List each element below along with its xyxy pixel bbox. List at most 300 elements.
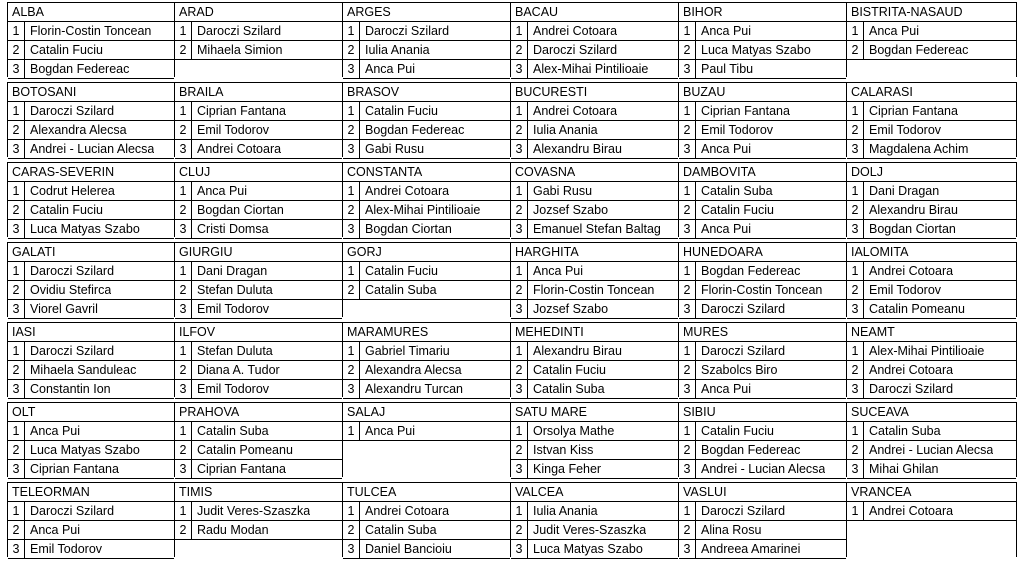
rank-number: 1 bbox=[679, 422, 696, 440]
ranking-row bbox=[175, 460, 342, 479]
rank-number: 1 bbox=[847, 102, 864, 120]
person-name: Emil Todorov bbox=[197, 302, 270, 316]
county-table bbox=[343, 482, 511, 557]
county-table bbox=[7, 402, 175, 477]
rank-number: 3 bbox=[8, 140, 25, 158]
person-name: Luca Matyas Szabo bbox=[30, 222, 140, 236]
person-name: Andreea Amarinei bbox=[701, 542, 801, 556]
ranking-row bbox=[679, 22, 846, 41]
person-name: Iulia Anania bbox=[533, 123, 598, 137]
rank-number: 2 bbox=[847, 201, 864, 219]
county-table bbox=[343, 162, 511, 237]
person-name: Alexandru Birau bbox=[869, 203, 958, 217]
ranking-row bbox=[847, 502, 1016, 521]
ranking-row bbox=[343, 521, 510, 540]
ranking-row bbox=[175, 342, 342, 361]
ranking-row bbox=[343, 281, 510, 300]
county-table bbox=[175, 162, 343, 237]
county-name: OLT bbox=[8, 402, 174, 422]
ranking-row bbox=[679, 60, 846, 79]
county-name: TELEORMAN bbox=[8, 482, 174, 502]
rank-number: 3 bbox=[343, 220, 360, 238]
county-name: IASI bbox=[8, 322, 174, 342]
ranking-row bbox=[511, 361, 678, 380]
rank-number: 2 bbox=[511, 281, 528, 299]
rank-number: 3 bbox=[175, 140, 192, 158]
ranking-row bbox=[847, 460, 1016, 479]
county-band bbox=[7, 162, 1017, 237]
rank-number: 3 bbox=[175, 380, 192, 398]
person-name: Mihaela Simion bbox=[197, 43, 283, 57]
county-table bbox=[343, 242, 511, 317]
ranking-row bbox=[175, 140, 342, 159]
county-table bbox=[175, 242, 343, 317]
ranking-row bbox=[343, 422, 510, 441]
ranking-row bbox=[679, 342, 846, 361]
person-name: Anca Pui bbox=[701, 382, 752, 396]
rank-number: 2 bbox=[679, 521, 696, 539]
rank-number: 1 bbox=[679, 182, 696, 200]
county-name: ILFOV bbox=[175, 322, 342, 342]
rank-number: 1 bbox=[847, 22, 864, 40]
county-name: BIHOR bbox=[679, 2, 846, 22]
ranking-row bbox=[175, 262, 342, 281]
person-name: Andrei Cotoara bbox=[365, 184, 450, 198]
ranking-row bbox=[847, 41, 1016, 60]
person-name: Ovidiu Stefirca bbox=[30, 283, 112, 297]
county-name: HARGHITA bbox=[511, 242, 678, 262]
county-table bbox=[511, 402, 679, 477]
rank-number: 2 bbox=[8, 41, 25, 59]
ranking-row bbox=[175, 422, 342, 441]
county-table bbox=[679, 402, 847, 477]
person-name: Anca Pui bbox=[30, 523, 81, 537]
rank-number: 1 bbox=[847, 502, 864, 520]
ranking-row bbox=[679, 441, 846, 460]
person-name: Daroczi Szilard bbox=[701, 302, 786, 316]
ranking-row bbox=[847, 220, 1016, 239]
person-name: Bogdan Federeac bbox=[701, 264, 801, 278]
ranking-row bbox=[679, 521, 846, 540]
rank-number: 1 bbox=[343, 342, 360, 360]
county-name: BOTOSANI bbox=[8, 82, 174, 102]
rank-number: 2 bbox=[175, 201, 192, 219]
rank-number: 1 bbox=[343, 262, 360, 280]
person-name: Ciprian Fantana bbox=[197, 462, 286, 476]
rank-number: 1 bbox=[8, 102, 25, 120]
rank-number: 1 bbox=[679, 22, 696, 40]
ranking-row bbox=[8, 140, 174, 159]
ranking-row bbox=[343, 121, 510, 140]
rank-number: 2 bbox=[679, 281, 696, 299]
person-name: Anca Pui bbox=[869, 24, 920, 38]
rank-number: 3 bbox=[511, 220, 528, 238]
rank-number: 1 bbox=[175, 342, 192, 360]
rank-number: 2 bbox=[511, 441, 528, 459]
person-name: Catalin Pomeanu bbox=[869, 302, 965, 316]
ranking-row bbox=[847, 281, 1016, 300]
person-name: Alexandru Turcan bbox=[365, 382, 463, 396]
county-table bbox=[511, 482, 679, 557]
rank-number: 2 bbox=[679, 121, 696, 139]
ranking-row bbox=[511, 380, 678, 399]
person-name: Anca Pui bbox=[197, 184, 248, 198]
rank-number: 1 bbox=[847, 342, 864, 360]
ranking-row bbox=[8, 201, 174, 220]
rank-number: 2 bbox=[847, 121, 864, 139]
county-name: CLUJ bbox=[175, 162, 342, 182]
person-name: Gabi Rusu bbox=[533, 184, 593, 198]
rank-number: 1 bbox=[175, 22, 192, 40]
rank-number: 1 bbox=[175, 502, 192, 520]
rank-number: 1 bbox=[175, 422, 192, 440]
county-name: VALCEA bbox=[511, 482, 678, 502]
person-name: Catalin Suba bbox=[365, 523, 437, 537]
person-name: Emil Todorov bbox=[869, 283, 942, 297]
rank-number: 3 bbox=[8, 60, 25, 78]
rank-number: 1 bbox=[511, 102, 528, 120]
ranking-row bbox=[511, 121, 678, 140]
ranking-row bbox=[847, 262, 1016, 281]
person-name: Daniel Bancioiu bbox=[365, 542, 452, 556]
county-name: VASLUI bbox=[679, 482, 846, 502]
rank-number: 1 bbox=[175, 262, 192, 280]
county-name: BISTRITA-NASAUD bbox=[847, 2, 1016, 22]
county-name: COVASNA bbox=[511, 162, 678, 182]
person-name: Catalin Fuciu bbox=[365, 104, 438, 118]
person-name: Alexandra Alecsa bbox=[365, 363, 462, 377]
rank-number: 3 bbox=[175, 460, 192, 478]
person-name: Istvan Kiss bbox=[533, 443, 594, 457]
county-name: BRASOV bbox=[343, 82, 510, 102]
rank-number: 2 bbox=[343, 41, 360, 59]
county-name: DAMBOVITA bbox=[679, 162, 846, 182]
ranking-row bbox=[679, 41, 846, 60]
county-table bbox=[511, 242, 679, 317]
county-table bbox=[679, 322, 847, 397]
rank-number: 3 bbox=[8, 540, 25, 558]
ranking-row bbox=[8, 182, 174, 201]
county-band bbox=[7, 482, 1017, 557]
rank-number: 1 bbox=[847, 262, 864, 280]
county-table bbox=[679, 162, 847, 237]
county-name: DOLJ bbox=[847, 162, 1016, 182]
ranking-row bbox=[343, 140, 510, 159]
ranking-row bbox=[175, 220, 342, 239]
rank-number: 1 bbox=[8, 342, 25, 360]
rank-number: 2 bbox=[679, 201, 696, 219]
ranking-row bbox=[679, 102, 846, 121]
rank-number: 1 bbox=[343, 502, 360, 520]
rank-number: 2 bbox=[679, 361, 696, 379]
county-table bbox=[847, 82, 1017, 157]
person-name: Diana A. Tudor bbox=[197, 363, 280, 377]
rank-number: 2 bbox=[8, 521, 25, 539]
person-name: Alex-Mihai Pintilioaie bbox=[869, 344, 985, 358]
rank-number: 1 bbox=[679, 102, 696, 120]
county-ranking-grid bbox=[7, 2, 1017, 562]
ranking-row bbox=[175, 201, 342, 220]
ranking-row bbox=[343, 22, 510, 41]
person-name: Jozsef Szabo bbox=[533, 302, 609, 316]
rank-number: 3 bbox=[679, 220, 696, 238]
rank-number: 2 bbox=[343, 361, 360, 379]
county-name: SALAJ bbox=[343, 402, 510, 422]
ranking-row bbox=[511, 281, 678, 300]
person-name: Gabriel Timariu bbox=[365, 344, 450, 358]
rank-number: 3 bbox=[679, 140, 696, 158]
rank-number: 3 bbox=[679, 380, 696, 398]
county-name: GORJ bbox=[343, 242, 510, 262]
county-band bbox=[7, 402, 1017, 477]
person-name: Cristi Domsa bbox=[197, 222, 269, 236]
county-table bbox=[511, 162, 679, 237]
rank-number: 2 bbox=[679, 41, 696, 59]
rank-number: 1 bbox=[679, 262, 696, 280]
person-name: Jozsef Szabo bbox=[533, 203, 609, 217]
rank-number: 2 bbox=[511, 41, 528, 59]
person-name: Bogdan Federeac bbox=[701, 443, 801, 457]
person-name: Andrei Cotoara bbox=[533, 104, 618, 118]
county-table bbox=[7, 322, 175, 397]
person-name: Catalin Suba bbox=[365, 283, 437, 297]
rank-number: 2 bbox=[847, 361, 864, 379]
rank-number: 3 bbox=[679, 300, 696, 318]
ranking-row bbox=[175, 41, 342, 60]
person-name: Andrei Cotoara bbox=[869, 363, 954, 377]
ranking-row bbox=[175, 300, 342, 319]
person-name: Judit Veres-Szaszka bbox=[533, 523, 647, 537]
ranking-row bbox=[175, 502, 342, 521]
ranking-row bbox=[679, 281, 846, 300]
ranking-row bbox=[679, 502, 846, 521]
rank-number: 1 bbox=[343, 102, 360, 120]
person-name: Emil Todorov bbox=[30, 542, 103, 556]
person-name: Catalin Suba bbox=[701, 184, 773, 198]
rank-number: 1 bbox=[8, 502, 25, 520]
person-name: Szabolcs Biro bbox=[701, 363, 778, 377]
person-name: Codrut Helerea bbox=[30, 184, 115, 198]
rank-number: 2 bbox=[343, 201, 360, 219]
county-table bbox=[175, 2, 343, 77]
person-name: Mihai Ghilan bbox=[869, 462, 939, 476]
rank-number: 1 bbox=[8, 422, 25, 440]
county-table bbox=[679, 82, 847, 157]
person-name: Luca Matyas Szabo bbox=[533, 542, 643, 556]
county-table bbox=[343, 402, 511, 477]
ranking-row bbox=[511, 460, 678, 479]
ranking-row bbox=[679, 422, 846, 441]
ranking-row bbox=[8, 121, 174, 140]
county-name: NEAMT bbox=[847, 322, 1016, 342]
ranking-row bbox=[511, 521, 678, 540]
person-name: Anca Pui bbox=[701, 222, 752, 236]
ranking-row bbox=[511, 22, 678, 41]
person-name: Iulia Anania bbox=[533, 504, 598, 518]
rank-number: 3 bbox=[175, 220, 192, 238]
person-name: Andrei Cotoara bbox=[365, 504, 450, 518]
person-name: Daroczi Szilard bbox=[30, 504, 115, 518]
person-name: Anca Pui bbox=[30, 424, 81, 438]
person-name: Catalin Fuciu bbox=[30, 203, 103, 217]
rank-number: 3 bbox=[343, 60, 360, 78]
county-table bbox=[343, 322, 511, 397]
rank-number: 3 bbox=[511, 460, 528, 478]
person-name: Anca Pui bbox=[701, 24, 752, 38]
rank-number: 3 bbox=[343, 380, 360, 398]
ranking-row bbox=[847, 102, 1016, 121]
ranking-row bbox=[8, 22, 174, 41]
county-name: TIMIS bbox=[175, 482, 342, 502]
county-table bbox=[679, 242, 847, 317]
county-table bbox=[847, 162, 1017, 237]
person-name: Bogdan Ciortan bbox=[365, 222, 452, 236]
rank-number: 3 bbox=[8, 300, 25, 318]
ranking-row bbox=[511, 60, 678, 79]
person-name: Ciprian Fantana bbox=[701, 104, 790, 118]
ranking-row bbox=[8, 102, 174, 121]
county-table bbox=[511, 2, 679, 77]
rank-number: 3 bbox=[847, 140, 864, 158]
person-name: Alexandra Alecsa bbox=[30, 123, 127, 137]
ranking-row bbox=[511, 502, 678, 521]
rank-number: 2 bbox=[8, 361, 25, 379]
person-name: Catalin Fuciu bbox=[701, 424, 774, 438]
county-table bbox=[7, 82, 175, 157]
ranking-row bbox=[343, 60, 510, 79]
county-table bbox=[847, 402, 1017, 477]
rank-number: 1 bbox=[343, 22, 360, 40]
rank-number: 1 bbox=[847, 422, 864, 440]
rank-number: 1 bbox=[343, 182, 360, 200]
person-name: Catalin Pomeanu bbox=[197, 443, 293, 457]
person-name: Iulia Anania bbox=[365, 43, 430, 57]
county-name: TULCEA bbox=[343, 482, 510, 502]
person-name: Andrei - Lucian Alecsa bbox=[869, 443, 994, 457]
person-name: Ciprian Fantana bbox=[197, 104, 286, 118]
county-name: SIBIU bbox=[679, 402, 846, 422]
ranking-row bbox=[343, 102, 510, 121]
ranking-row bbox=[343, 182, 510, 201]
person-name: Emil Todorov bbox=[197, 123, 270, 137]
ranking-row bbox=[679, 540, 846, 559]
ranking-row bbox=[511, 342, 678, 361]
ranking-row bbox=[8, 460, 174, 479]
person-name: Alexandru Birau bbox=[533, 344, 622, 358]
person-name: Anca Pui bbox=[533, 264, 584, 278]
ranking-row bbox=[8, 441, 174, 460]
rank-number: 1 bbox=[511, 262, 528, 280]
ranking-row bbox=[847, 441, 1016, 460]
ranking-row bbox=[847, 121, 1016, 140]
county-name: ARAD bbox=[175, 2, 342, 22]
ranking-row bbox=[175, 102, 342, 121]
rank-number: 1 bbox=[175, 102, 192, 120]
person-name: Bogdan Federeac bbox=[30, 62, 130, 76]
county-table bbox=[343, 82, 511, 157]
ranking-row bbox=[343, 220, 510, 239]
ranking-row bbox=[679, 220, 846, 239]
ranking-row bbox=[175, 22, 342, 41]
person-name: Emil Todorov bbox=[869, 123, 942, 137]
county-name: ARGES bbox=[343, 2, 510, 22]
person-name: Alina Rosu bbox=[701, 523, 762, 537]
ranking-row bbox=[847, 22, 1016, 41]
rank-number: 2 bbox=[175, 521, 192, 539]
rank-number: 1 bbox=[8, 22, 25, 40]
ranking-row bbox=[8, 300, 174, 319]
ranking-row bbox=[679, 262, 846, 281]
rank-number: 3 bbox=[175, 300, 192, 318]
person-name: Judit Veres-Szaszka bbox=[197, 504, 311, 518]
rank-number: 2 bbox=[343, 281, 360, 299]
person-name: Daroczi Szilard bbox=[365, 24, 450, 38]
person-name: Radu Modan bbox=[197, 523, 269, 537]
person-name: Daroczi Szilard bbox=[30, 264, 115, 278]
ranking-row bbox=[343, 41, 510, 60]
county-name: CONSTANTA bbox=[343, 162, 510, 182]
county-name: VRANCEA bbox=[847, 482, 1016, 502]
rank-number: 3 bbox=[511, 300, 528, 318]
county-name: BUCURESTI bbox=[511, 82, 678, 102]
county-name: MURES bbox=[679, 322, 846, 342]
person-name: Daroczi Szilard bbox=[701, 344, 786, 358]
rank-number: 1 bbox=[511, 182, 528, 200]
county-band bbox=[7, 82, 1017, 157]
ranking-row bbox=[511, 441, 678, 460]
ranking-row bbox=[511, 182, 678, 201]
person-name: Bogdan Federeac bbox=[869, 43, 969, 57]
rank-number: 3 bbox=[847, 220, 864, 238]
ranking-row bbox=[175, 182, 342, 201]
rank-number: 1 bbox=[511, 342, 528, 360]
rank-number: 1 bbox=[679, 342, 696, 360]
rank-number: 2 bbox=[679, 441, 696, 459]
person-name: Daroczi Szilard bbox=[30, 344, 115, 358]
ranking-row bbox=[847, 422, 1016, 441]
county-name: BACAU bbox=[511, 2, 678, 22]
person-name: Alex-Mihai Pintilioaie bbox=[365, 203, 481, 217]
person-name: Andrei Cotoara bbox=[869, 264, 954, 278]
ranking-row bbox=[679, 140, 846, 159]
ranking-row bbox=[8, 502, 174, 521]
ranking-row bbox=[8, 60, 174, 79]
county-name: MARAMURES bbox=[343, 322, 510, 342]
ranking-row bbox=[847, 201, 1016, 220]
rank-number: 1 bbox=[8, 262, 25, 280]
county-name: GALATI bbox=[8, 242, 174, 262]
rank-number: 2 bbox=[8, 441, 25, 459]
ranking-row bbox=[679, 300, 846, 319]
ranking-row bbox=[8, 262, 174, 281]
county-name: BRAILA bbox=[175, 82, 342, 102]
ranking-row bbox=[343, 540, 510, 559]
person-name: Orsolya Mathe bbox=[533, 424, 615, 438]
person-name: Catalin Suba bbox=[197, 424, 269, 438]
ranking-row bbox=[8, 380, 174, 399]
ranking-row bbox=[8, 41, 174, 60]
rank-number: 2 bbox=[847, 441, 864, 459]
person-name: Bogdan Ciortan bbox=[869, 222, 956, 236]
ranking-row bbox=[8, 540, 174, 559]
ranking-row bbox=[679, 182, 846, 201]
ranking-row bbox=[511, 422, 678, 441]
person-name: Catalin Fuciu bbox=[30, 43, 103, 57]
person-name: Daroczi Szilard bbox=[701, 504, 786, 518]
ranking-row bbox=[343, 262, 510, 281]
rank-number: 2 bbox=[175, 281, 192, 299]
ranking-row bbox=[847, 300, 1016, 319]
